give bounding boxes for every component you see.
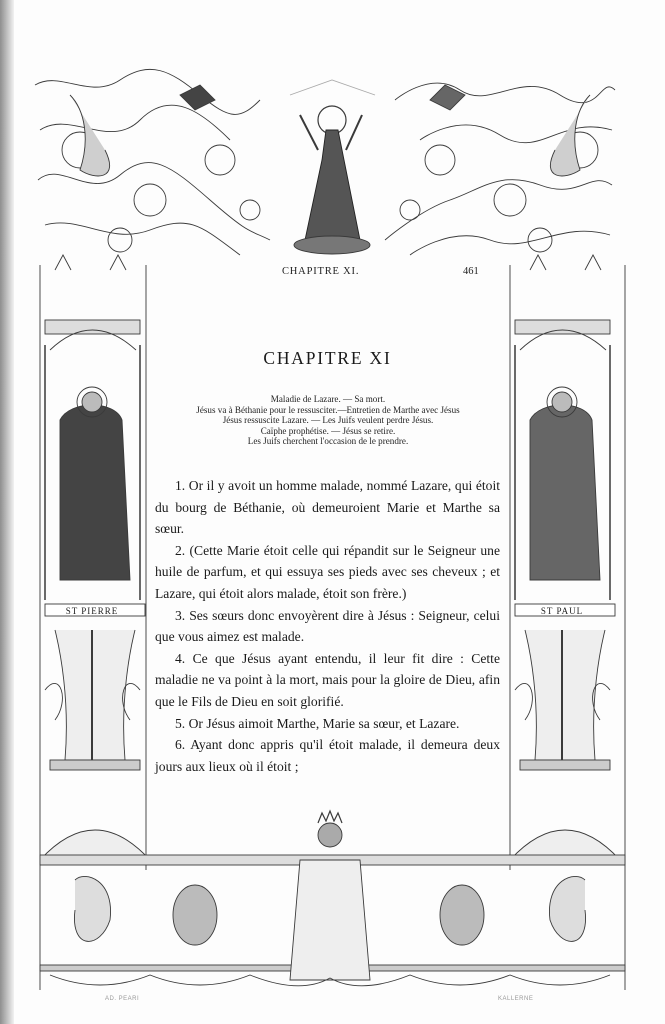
engraver-signature-right: KALLERNE: [498, 996, 534, 1002]
verse-text: [155, 475, 500, 777]
summary-line: Jésus va à Béthanie pour le ressusciter.—Entretien de Marthe avec Jésus: [196, 404, 460, 415]
verse: 3. Ses sœurs donc envoyèrent dire à Jésus : Seigneur, celui que vous aimez est malade.: [155, 607, 500, 645]
verse: 2. (Cette Marie étoit celle qui répandit sur le Seigneur une huile de parfum, et qui essuya ses pieds avec ses cheveux ; et Lazare, qui étoit alors malade, étoit son frère.): [155, 542, 500, 601]
left-figure: [70, 95, 110, 176]
bird-left: [180, 85, 215, 110]
verse: 1. Or il y avoit un homme malade, nommé Lazare, qui étoit du bourg de Béthanie, où demeuroient Marie et Marthe sa sœur.: [155, 478, 500, 537]
top-saint-figure: [290, 80, 375, 254]
summary-line: Jésus ressuscite Lazare. — Les Juifs veulent perdre Jésus.: [222, 415, 434, 426]
page-number: 461: [463, 266, 479, 277]
saint-label-right: ST PAUL: [540, 606, 584, 616]
verse: 6. Ayant donc appris qu'il étoit malade, il demeura deux jours aux lieux où il étoit ;: [155, 737, 500, 774]
verse: 5. Or Jésus aimoit Marthe, Marie sa sœur, et Lazare.: [175, 715, 460, 731]
saint-label-left: ST PIERRE: [65, 606, 119, 616]
running-head: CHAPITRE XI.: [282, 266, 360, 277]
engraver-signature-left: AD. PEARI: [105, 996, 140, 1002]
chapter-title: CHAPITRE XI: [263, 348, 392, 368]
bird-right: [430, 85, 465, 110]
summary-line: Caïphe prophétise. — Jésus se retire.: [260, 425, 396, 436]
verse: 4. Ce que Jésus ayant entendu, il leur fit dire : Cette maladie ne va point à la mort, mais pour la gloire de Dieu, afin que le Fils de Dieu en soit glorifié.: [155, 650, 500, 709]
right-figure: [550, 95, 590, 176]
summary-line: Maladie de Lazare. — Sa mort.: [270, 394, 386, 404]
bottom-frieze: [40, 811, 625, 986]
summary-line: Les Juifs cherchent l'occasion de le prendre.: [247, 436, 409, 447]
chapter-summary: [148, 394, 508, 447]
